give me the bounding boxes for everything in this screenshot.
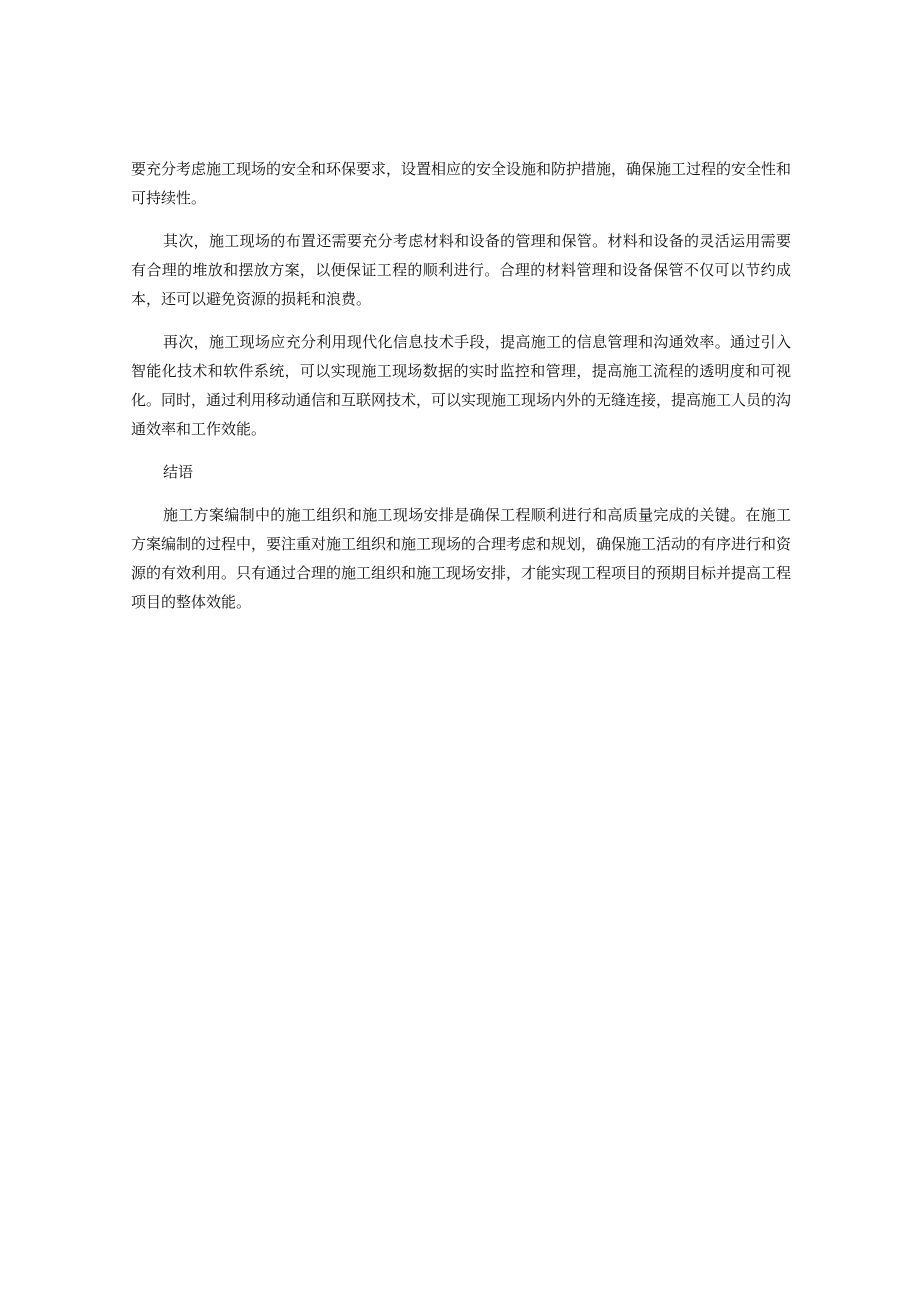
- paragraph-information-tech: 再次，施工现场应充分利用现代化信息技术手段，提高施工的信息管理和沟通效率。通过引入智能化技术和软件系统，可以实现施工现场数据的实时监控和管理，提高施工流程的透明度和可视化。同时，通过利用移动通信和互联网技术，可以实现施工现场内外的无缝连接，提高施工人员的沟通效率和工作效能。: [131, 333, 792, 438]
- conclusion-paragraph: 施工方案编制中的施工组织和施工现场安排是确保工程顺利进行和高质量完成的关键。在施工方案编制的过程中，要注重对施工组织和施工现场的合理考虑和规划，确保施工活动的有序进行和资源的有效利用。只有通过合理的施工组织和施工现场安排，才能实现工程项目的预期目标并提高工程项目的整体效能。: [131, 506, 792, 611]
- paragraph-materials: 其次，施工现场的布置还需要充分考虑材料和设备的管理和保管。材料和设备的灵活运用需要有合理的堆放和摆放方案，以便保证工程的顺利进行。合理的材料管理和设备保管不仅可以节约成本，还可以避免资源的损耗和浪费。: [131, 232, 791, 308]
- conclusion-heading: 结语: [163, 463, 194, 481]
- document-body: [131, 155, 791, 631]
- paragraph-continuation: 要充分考虑施工现场的安全和环保要求，设置相应的安全设施和防护措施，确保施工过程的安全性和可持续性。: [131, 160, 792, 207]
